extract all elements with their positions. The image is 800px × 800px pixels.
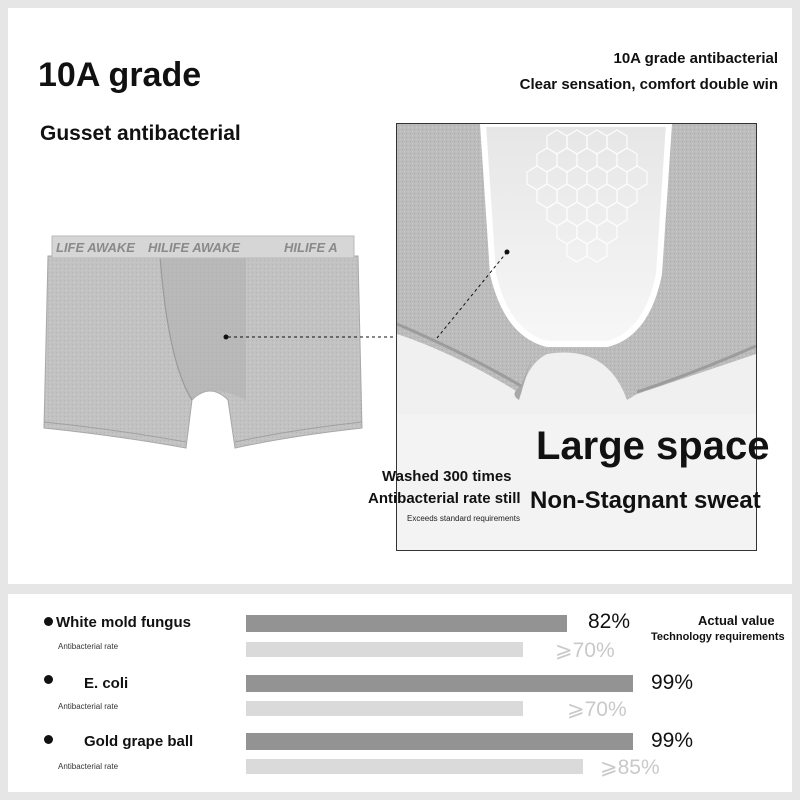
row-name: Gold grape ball — [84, 733, 194, 750]
requirement-bar — [246, 642, 523, 657]
boxer-shorts-image — [40, 232, 370, 452]
actual-bar — [246, 615, 567, 632]
requirement-bar — [246, 759, 583, 774]
page-title: 10A grade — [38, 56, 202, 94]
wash-claim-line-1: Washed 300 times — [382, 468, 512, 485]
actual-value: 99% — [651, 671, 694, 694]
row-name: White mold fungus — [56, 614, 191, 631]
requirement-value: ⩾85% — [600, 756, 660, 779]
waistband-logo-1: LIFE AWAKE — [56, 240, 135, 255]
wash-claim-line-2: Antibacterial rate still — [368, 490, 521, 507]
legend-requirement: Technology requirements — [651, 631, 785, 643]
tagline-2: Clear sensation, comfort double win — [519, 76, 778, 93]
bullet-icon — [44, 735, 53, 744]
actual-value: 82% — [588, 610, 631, 633]
row-rate-label: Antibacterial rate — [58, 642, 119, 651]
closeup-subheadline: Non-Stagnant sweat — [530, 487, 761, 514]
bullet-icon — [44, 675, 53, 684]
page-subtitle: Gusset antibacterial — [40, 122, 241, 145]
wash-claim-line-3: Exceeds standard requirements — [407, 514, 520, 523]
row-name: E. coli — [84, 675, 129, 692]
actual-bar — [246, 733, 633, 750]
bullet-icon — [44, 617, 53, 626]
requirement-value: ⩾70% — [555, 639, 615, 662]
closeup-headline: Large space — [536, 424, 770, 468]
requirement-value: ⩾70% — [567, 698, 627, 721]
legend-actual: Actual value — [698, 613, 775, 628]
row-rate-label: Antibacterial rate — [58, 762, 119, 771]
waistband-logo-2: HILIFE AWAKE — [148, 240, 240, 255]
waistband-logo-3: HILIFE A — [284, 240, 338, 255]
row-rate-label: Antibacterial rate — [58, 702, 119, 711]
requirement-bar — [246, 701, 523, 716]
tagline-1: 10A grade antibacterial — [613, 50, 778, 67]
actual-bar — [246, 675, 633, 692]
actual-value: 99% — [651, 729, 694, 752]
